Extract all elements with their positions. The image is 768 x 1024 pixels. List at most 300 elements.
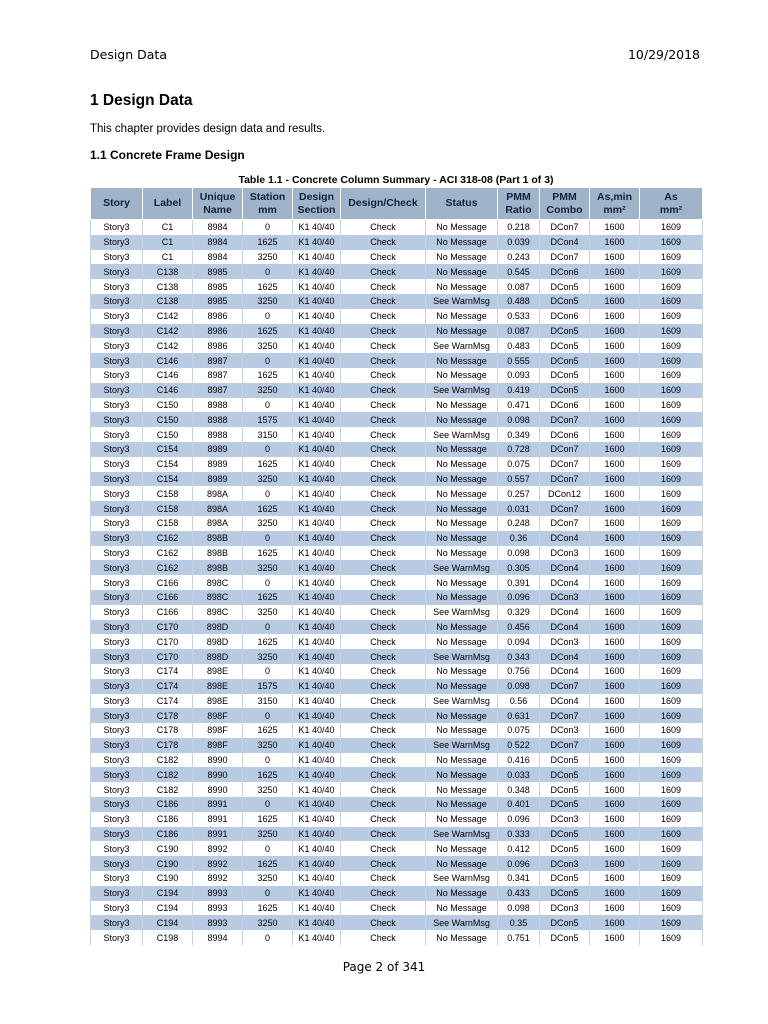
cell-design-section: K1 40/40 <box>293 442 341 457</box>
cell-status: No Message <box>426 442 498 457</box>
cell-as: 1609 <box>640 560 703 575</box>
table-row <box>91 309 703 324</box>
table-row <box>91 546 703 561</box>
cell-station: 1625 <box>243 723 293 738</box>
cell-as: 1609 <box>640 753 703 768</box>
table-row <box>91 812 703 827</box>
cell-label: C150 <box>143 412 193 427</box>
cell-design-check: Check <box>341 472 426 487</box>
cell-label: C174 <box>143 694 193 709</box>
cell-as: 1609 <box>640 531 703 546</box>
cell-pmm-combo: DCon5 <box>540 915 590 930</box>
cell-as: 1609 <box>640 309 703 324</box>
cell-pmm-ratio: 0.348 <box>498 782 540 797</box>
cell-pmm-combo: DCon7 <box>540 516 590 531</box>
cell-design-section: K1 40/40 <box>293 679 341 694</box>
cell-as-min: 1600 <box>590 427 640 442</box>
cell-design-check: Check <box>341 782 426 797</box>
cell-status: No Message <box>426 723 498 738</box>
cell-unique-name: 898B <box>193 560 243 575</box>
cell-pmm-ratio: 0.522 <box>498 738 540 753</box>
cell-label: C150 <box>143 398 193 413</box>
cell-status: See WarnMsg <box>426 827 498 842</box>
cell-label: C186 <box>143 797 193 812</box>
table-row <box>91 398 703 413</box>
table-row <box>91 782 703 797</box>
column-header-text: Station <box>249 190 286 203</box>
cell-design-check: Check <box>341 901 426 916</box>
cell-status: See WarnMsg <box>426 738 498 753</box>
cell-design-section: K1 40/40 <box>293 797 341 812</box>
page-title: 1 Design Data <box>90 92 193 109</box>
cell-label: C170 <box>143 649 193 664</box>
cell-as-min: 1600 <box>590 264 640 279</box>
cell-as: 1609 <box>640 501 703 516</box>
cell-as-min: 1600 <box>590 235 640 250</box>
cell-label: C182 <box>143 753 193 768</box>
cell-design-check: Check <box>341 679 426 694</box>
cell-label: C170 <box>143 620 193 635</box>
table-row <box>91 412 703 427</box>
cell-pmm-ratio: 0.343 <box>498 649 540 664</box>
table-row <box>91 708 703 723</box>
cell-design-section: K1 40/40 <box>293 250 341 265</box>
cell-status: See WarnMsg <box>426 427 498 442</box>
cell-label: C142 <box>143 309 193 324</box>
cell-as: 1609 <box>640 338 703 353</box>
table-row <box>91 620 703 635</box>
table-row <box>91 531 703 546</box>
table-row <box>91 486 703 501</box>
cell-status: No Message <box>426 812 498 827</box>
column-header-design-section <box>293 188 341 220</box>
cell-status: No Message <box>426 901 498 916</box>
cell-story: Story3 <box>91 930 143 945</box>
cell-design-check: Check <box>341 486 426 501</box>
cell-as-min: 1600 <box>590 856 640 871</box>
cell-story: Story3 <box>91 427 143 442</box>
cell-story: Story3 <box>91 590 143 605</box>
cell-unique-name: 8991 <box>193 797 243 812</box>
cell-design-section: K1 40/40 <box>293 501 341 516</box>
table-row <box>91 338 703 353</box>
column-header-text: Ratio <box>505 203 532 216</box>
cell-unique-name: 8988 <box>193 427 243 442</box>
running-header-date: 10/29/2018 <box>627 47 700 62</box>
cell-station: 3250 <box>243 338 293 353</box>
cell-label: C146 <box>143 353 193 368</box>
cell-status: No Message <box>426 353 498 368</box>
cell-design-check: Check <box>341 442 426 457</box>
cell-status: See WarnMsg <box>426 605 498 620</box>
cell-status: No Message <box>426 886 498 901</box>
cell-station: 0 <box>243 398 293 413</box>
cell-as: 1609 <box>640 442 703 457</box>
cell-status: No Message <box>426 708 498 723</box>
column-header-text: As <box>664 190 678 203</box>
cell-station: 0 <box>243 753 293 768</box>
column-header-design-check <box>341 188 426 220</box>
cell-story: Story3 <box>91 324 143 339</box>
cell-design-section: K1 40/40 <box>293 294 341 309</box>
cell-as: 1609 <box>640 679 703 694</box>
cell-story: Story3 <box>91 338 143 353</box>
cell-unique-name: 8986 <box>193 309 243 324</box>
cell-story: Story3 <box>91 871 143 886</box>
cell-station: 3250 <box>243 516 293 531</box>
cell-label: C186 <box>143 812 193 827</box>
cell-label: C170 <box>143 634 193 649</box>
cell-design-check: Check <box>341 797 426 812</box>
cell-story: Story3 <box>91 235 143 250</box>
cell-as: 1609 <box>640 871 703 886</box>
column-summary-table <box>90 187 703 945</box>
cell-as: 1609 <box>640 353 703 368</box>
cell-as: 1609 <box>640 472 703 487</box>
cell-pmm-ratio: 0.401 <box>498 797 540 812</box>
intro-paragraph: This chapter provides design data and results. <box>90 123 326 135</box>
cell-as-min: 1600 <box>590 250 640 265</box>
cell-pmm-ratio: 0.488 <box>498 294 540 309</box>
cell-as-min: 1600 <box>590 753 640 768</box>
cell-design-section: K1 40/40 <box>293 353 341 368</box>
cell-design-section: K1 40/40 <box>293 516 341 531</box>
table-row <box>91 220 703 235</box>
cell-as-min: 1600 <box>590 605 640 620</box>
cell-story: Story3 <box>91 634 143 649</box>
cell-station: 1625 <box>243 368 293 383</box>
cell-as: 1609 <box>640 383 703 398</box>
cell-design-check: Check <box>341 915 426 930</box>
cell-design-check: Check <box>341 575 426 590</box>
cell-story: Story3 <box>91 442 143 457</box>
column-header-text: Design <box>298 190 334 203</box>
cell-station: 0 <box>243 797 293 812</box>
cell-as: 1609 <box>640 605 703 620</box>
cell-unique-name: 8987 <box>193 353 243 368</box>
cell-label: C190 <box>143 856 193 871</box>
cell-unique-name: 8991 <box>193 827 243 842</box>
table-row <box>91 516 703 531</box>
cell-as-min: 1600 <box>590 412 640 427</box>
cell-as: 1609 <box>640 694 703 709</box>
cell-station: 1625 <box>243 812 293 827</box>
table-row <box>91 427 703 442</box>
cell-design-check: Check <box>341 856 426 871</box>
cell-unique-name: 8989 <box>193 472 243 487</box>
table-row <box>91 901 703 916</box>
cell-story: Story3 <box>91 501 143 516</box>
cell-pmm-ratio: 0.341 <box>498 871 540 886</box>
cell-station: 3150 <box>243 694 293 709</box>
cell-label: C166 <box>143 575 193 590</box>
cell-status: No Message <box>426 457 498 472</box>
cell-label: C178 <box>143 738 193 753</box>
cell-design-check: Check <box>341 664 426 679</box>
cell-as-min: 1600 <box>590 694 640 709</box>
cell-pmm-ratio: 0.248 <box>498 516 540 531</box>
cell-station: 3250 <box>243 782 293 797</box>
cell-design-section: K1 40/40 <box>293 605 341 620</box>
cell-as-min: 1600 <box>590 782 640 797</box>
cell-unique-name: 8990 <box>193 782 243 797</box>
table-row <box>91 915 703 930</box>
cell-status: No Message <box>426 368 498 383</box>
cell-unique-name: 8992 <box>193 871 243 886</box>
cell-label: C166 <box>143 605 193 620</box>
cell-design-section: K1 40/40 <box>293 915 341 930</box>
cell-label: C162 <box>143 531 193 546</box>
cell-pmm-ratio: 0.483 <box>498 338 540 353</box>
cell-station: 1575 <box>243 412 293 427</box>
cell-status: No Message <box>426 264 498 279</box>
cell-unique-name: 8993 <box>193 901 243 916</box>
cell-pmm-combo: DCon5 <box>540 368 590 383</box>
cell-station: 3250 <box>243 738 293 753</box>
cell-pmm-combo: DCon3 <box>540 723 590 738</box>
cell-design-check: Check <box>341 457 426 472</box>
cell-unique-name: 8993 <box>193 886 243 901</box>
cell-unique-name: 898F <box>193 708 243 723</box>
column-header-text: Unique <box>199 190 236 203</box>
cell-as-min: 1600 <box>590 649 640 664</box>
cell-unique-name: 8986 <box>193 338 243 353</box>
cell-design-check: Check <box>341 620 426 635</box>
cell-as: 1609 <box>640 708 703 723</box>
cell-design-check: Check <box>341 930 426 945</box>
cell-design-check: Check <box>341 235 426 250</box>
cell-status: No Message <box>426 324 498 339</box>
cell-pmm-ratio: 0.391 <box>498 575 540 590</box>
cell-pmm-ratio: 0.56 <box>498 694 540 709</box>
cell-station: 0 <box>243 841 293 856</box>
cell-design-section: K1 40/40 <box>293 871 341 886</box>
cell-story: Story3 <box>91 457 143 472</box>
cell-design-section: K1 40/40 <box>293 590 341 605</box>
cell-design-check: Check <box>341 738 426 753</box>
cell-status: No Message <box>426 546 498 561</box>
cell-as-min: 1600 <box>590 664 640 679</box>
cell-status: No Message <box>426 634 498 649</box>
cell-pmm-ratio: 0.033 <box>498 767 540 782</box>
cell-status: No Message <box>426 398 498 413</box>
cell-design-check: Check <box>341 649 426 664</box>
cell-pmm-ratio: 0.087 <box>498 279 540 294</box>
cell-pmm-ratio: 0.555 <box>498 353 540 368</box>
cell-station: 0 <box>243 220 293 235</box>
cell-station: 0 <box>243 353 293 368</box>
cell-label: C178 <box>143 723 193 738</box>
cell-story: Story3 <box>91 472 143 487</box>
cell-as: 1609 <box>640 486 703 501</box>
cell-unique-name: 8988 <box>193 398 243 413</box>
cell-pmm-combo: DCon5 <box>540 827 590 842</box>
cell-design-section: K1 40/40 <box>293 457 341 472</box>
cell-as-min: 1600 <box>590 486 640 501</box>
cell-pmm-ratio: 0.471 <box>498 398 540 413</box>
cell-as: 1609 <box>640 427 703 442</box>
cell-design-section: K1 40/40 <box>293 930 341 945</box>
cell-pmm-ratio: 0.631 <box>498 708 540 723</box>
cell-station: 0 <box>243 708 293 723</box>
cell-pmm-ratio: 0.751 <box>498 930 540 945</box>
cell-unique-name: 8985 <box>193 279 243 294</box>
column-header-status <box>426 188 498 220</box>
cell-pmm-combo: DCon6 <box>540 264 590 279</box>
cell-pmm-ratio: 0.257 <box>498 486 540 501</box>
cell-as: 1609 <box>640 856 703 871</box>
table-row <box>91 664 703 679</box>
cell-status: No Message <box>426 753 498 768</box>
cell-story: Story3 <box>91 383 143 398</box>
cell-unique-name: 8988 <box>193 412 243 427</box>
cell-design-section: K1 40/40 <box>293 427 341 442</box>
cell-story: Story3 <box>91 753 143 768</box>
cell-unique-name: 898C <box>193 590 243 605</box>
cell-design-section: K1 40/40 <box>293 767 341 782</box>
cell-as-min: 1600 <box>590 679 640 694</box>
cell-design-check: Check <box>341 368 426 383</box>
cell-status: See WarnMsg <box>426 560 498 575</box>
cell-unique-name: 898F <box>193 723 243 738</box>
cell-status: See WarnMsg <box>426 871 498 886</box>
cell-unique-name: 898B <box>193 531 243 546</box>
cell-story: Story3 <box>91 368 143 383</box>
column-header-label <box>143 188 193 220</box>
cell-as-min: 1600 <box>590 590 640 605</box>
cell-as-min: 1600 <box>590 368 640 383</box>
cell-as-min: 1600 <box>590 723 640 738</box>
cell-label: C190 <box>143 841 193 856</box>
cell-as: 1609 <box>640 398 703 413</box>
cell-pmm-combo: DCon4 <box>540 649 590 664</box>
cell-as: 1609 <box>640 782 703 797</box>
cell-pmm-ratio: 0.305 <box>498 560 540 575</box>
cell-station: 1625 <box>243 546 293 561</box>
cell-status: No Message <box>426 620 498 635</box>
table-row <box>91 694 703 709</box>
cell-story: Story3 <box>91 901 143 916</box>
cell-unique-name: 898E <box>193 694 243 709</box>
cell-pmm-combo: DCon5 <box>540 797 590 812</box>
cell-pmm-ratio: 0.433 <box>498 886 540 901</box>
cell-station: 0 <box>243 309 293 324</box>
cell-as: 1609 <box>640 649 703 664</box>
cell-design-check: Check <box>341 634 426 649</box>
cell-pmm-ratio: 0.756 <box>498 664 540 679</box>
cell-story: Story3 <box>91 723 143 738</box>
cell-label: C158 <box>143 516 193 531</box>
table-row <box>91 590 703 605</box>
cell-story: Story3 <box>91 694 143 709</box>
cell-design-check: Check <box>341 753 426 768</box>
cell-design-section: K1 40/40 <box>293 886 341 901</box>
cell-pmm-combo: DCon5 <box>540 383 590 398</box>
cell-story: Story3 <box>91 827 143 842</box>
cell-as: 1609 <box>640 812 703 827</box>
cell-as: 1609 <box>640 634 703 649</box>
cell-design-section: K1 40/40 <box>293 723 341 738</box>
cell-pmm-combo: DCon3 <box>540 590 590 605</box>
cell-story: Story3 <box>91 812 143 827</box>
cell-station: 0 <box>243 620 293 635</box>
cell-story: Story3 <box>91 620 143 635</box>
cell-unique-name: 898D <box>193 649 243 664</box>
cell-status: No Message <box>426 590 498 605</box>
cell-as-min: 1600 <box>590 338 640 353</box>
cell-as: 1609 <box>640 368 703 383</box>
cell-design-section: K1 40/40 <box>293 368 341 383</box>
cell-as-min: 1600 <box>590 220 640 235</box>
cell-status: No Message <box>426 220 498 235</box>
cell-story: Story3 <box>91 294 143 309</box>
cell-as-min: 1600 <box>590 812 640 827</box>
cell-station: 0 <box>243 575 293 590</box>
cell-as: 1609 <box>640 294 703 309</box>
cell-design-check: Check <box>341 398 426 413</box>
table-row <box>91 753 703 768</box>
cell-design-check: Check <box>341 886 426 901</box>
cell-design-check: Check <box>341 383 426 398</box>
cell-label: C162 <box>143 546 193 561</box>
cell-unique-name: 8987 <box>193 383 243 398</box>
table-row <box>91 501 703 516</box>
cell-as: 1609 <box>640 841 703 856</box>
cell-story: Story3 <box>91 767 143 782</box>
cell-unique-name: 8994 <box>193 930 243 945</box>
cell-unique-name: 898E <box>193 679 243 694</box>
cell-design-check: Check <box>341 767 426 782</box>
cell-as: 1609 <box>640 797 703 812</box>
cell-design-section: K1 40/40 <box>293 738 341 753</box>
cell-status: See WarnMsg <box>426 649 498 664</box>
cell-pmm-ratio: 0.098 <box>498 546 540 561</box>
cell-station: 0 <box>243 930 293 945</box>
cell-design-section: K1 40/40 <box>293 486 341 501</box>
cell-as: 1609 <box>640 738 703 753</box>
cell-as: 1609 <box>640 723 703 738</box>
table-row <box>91 457 703 472</box>
cell-as-min: 1600 <box>590 560 640 575</box>
cell-design-check: Check <box>341 871 426 886</box>
cell-unique-name: 8990 <box>193 753 243 768</box>
cell-as-min: 1600 <box>590 457 640 472</box>
cell-design-check: Check <box>341 250 426 265</box>
cell-story: Story3 <box>91 679 143 694</box>
cell-label: C154 <box>143 442 193 457</box>
cell-as: 1609 <box>640 235 703 250</box>
cell-story: Story3 <box>91 279 143 294</box>
cell-label: C186 <box>143 827 193 842</box>
cell-design-section: K1 40/40 <box>293 782 341 797</box>
cell-pmm-ratio: 0.094 <box>498 634 540 649</box>
cell-as-min: 1600 <box>590 886 640 901</box>
cell-station: 1625 <box>243 767 293 782</box>
column-header-text: mm² <box>603 203 626 216</box>
cell-pmm-ratio: 0.096 <box>498 856 540 871</box>
cell-as-min: 1600 <box>590 841 640 856</box>
cell-design-section: K1 40/40 <box>293 827 341 842</box>
cell-as-min: 1600 <box>590 620 640 635</box>
cell-story: Story3 <box>91 398 143 413</box>
cell-pmm-ratio: 0.075 <box>498 457 540 472</box>
cell-as: 1609 <box>640 930 703 945</box>
cell-label: C1 <box>143 250 193 265</box>
cell-station: 1625 <box>243 501 293 516</box>
cell-design-check: Check <box>341 294 426 309</box>
cell-as-min: 1600 <box>590 797 640 812</box>
cell-status: No Message <box>426 856 498 871</box>
